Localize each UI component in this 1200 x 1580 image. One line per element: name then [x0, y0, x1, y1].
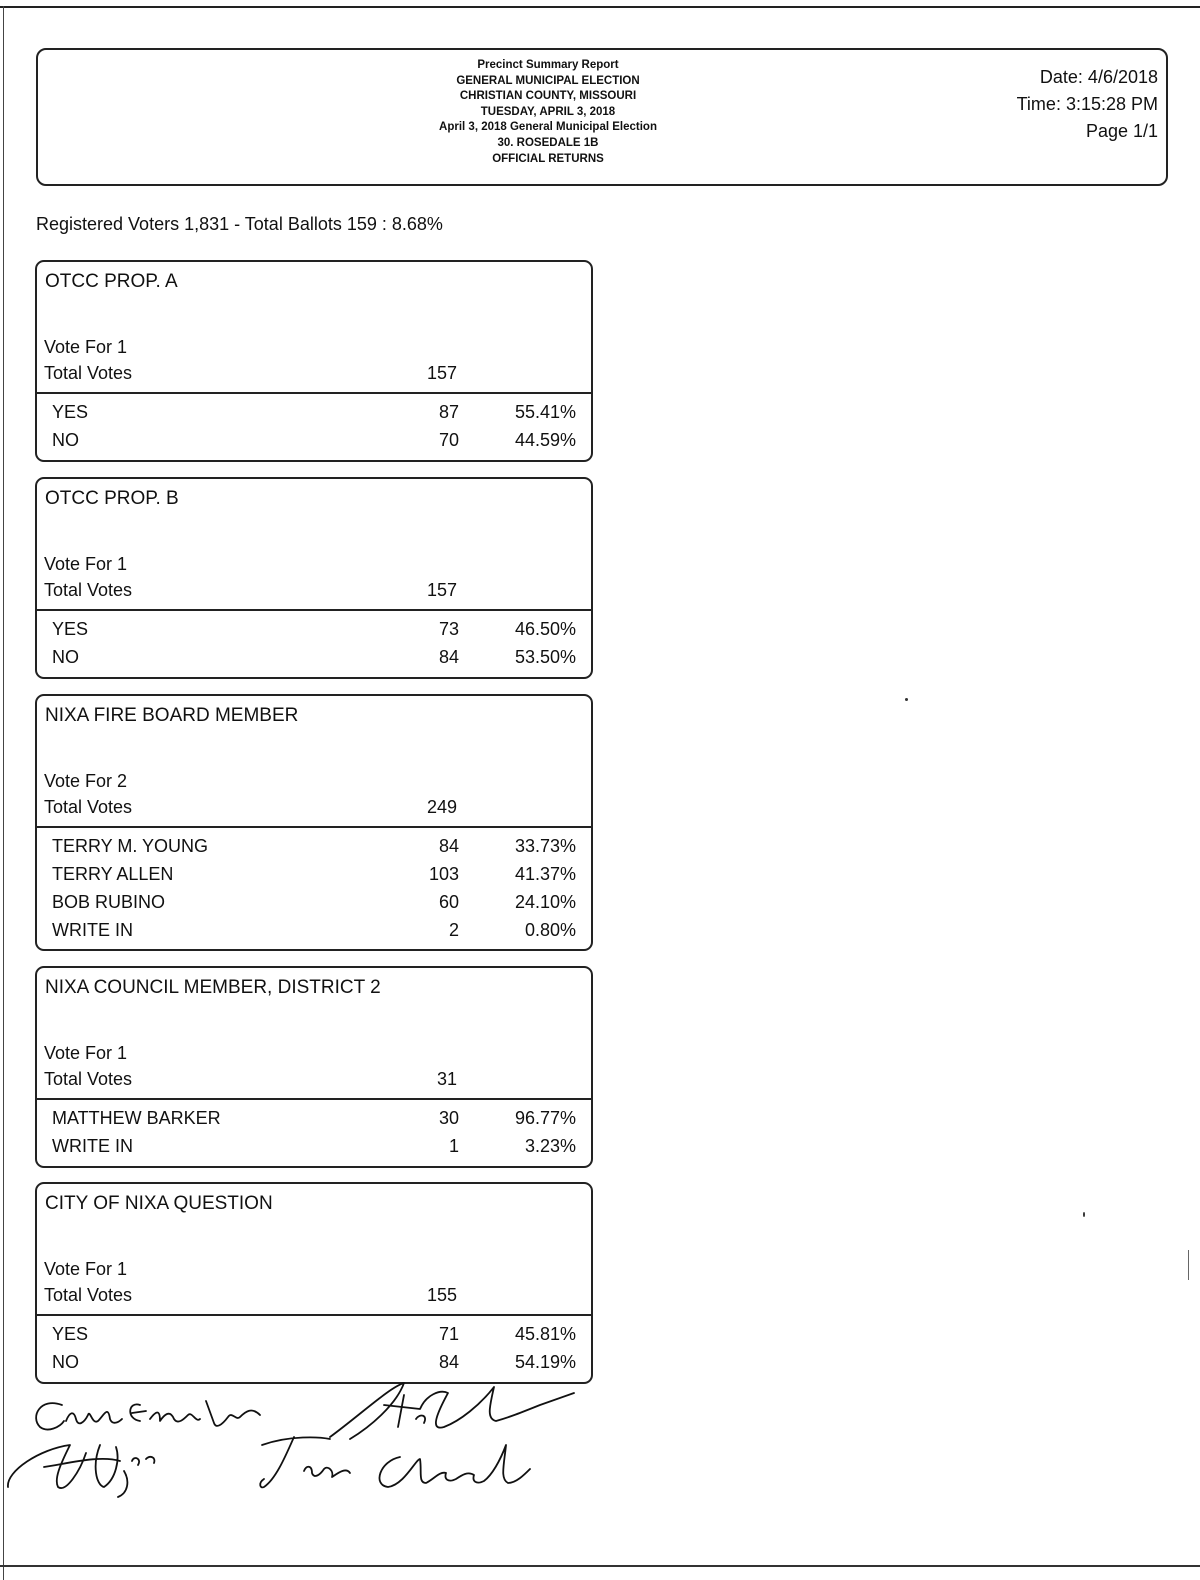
contest-title: NIXA COUNCIL MEMBER, DISTRICT 2	[45, 977, 381, 998]
choice-row	[37, 892, 591, 920]
choice-row	[37, 647, 591, 675]
total-votes-label: Total Votes	[44, 1285, 133, 1305]
contest-otcc-prop-a	[35, 260, 593, 462]
page-number: Page 1/1	[1085, 121, 1158, 141]
choice-percent: 46.50%	[514, 619, 576, 639]
turnout-summary: Registered Voters 1,831 - Total Ballots 159 : 8.68%	[36, 214, 443, 234]
contest-nixa-council-district-2	[35, 966, 593, 1168]
election-date: TUESDAY, APRIL 3, 2018	[480, 105, 616, 118]
choice-row	[37, 1136, 591, 1164]
choice-percent: 24.10%	[514, 892, 576, 912]
choice-row	[37, 836, 591, 864]
page-bottom-edge	[0, 1565, 1200, 1567]
total-votes-value: 157	[426, 363, 457, 383]
divider	[37, 1314, 591, 1316]
choice-row	[37, 402, 591, 430]
choice-percent: 41.37%	[514, 864, 576, 884]
choice-name: YES	[52, 619, 89, 639]
county-name: CHRISTIAN COUNTY, MISSOURI	[459, 90, 637, 103]
choice-name: YES	[52, 1324, 89, 1344]
choice-name: WRITE IN	[52, 1136, 133, 1156]
total-votes-label: Total Votes	[44, 363, 133, 383]
total-votes-value: 155	[426, 1285, 457, 1305]
choice-name: MATTHEW BARKER	[52, 1108, 221, 1128]
choice-votes: 103	[428, 864, 459, 884]
report-date: Date: 4/6/2018	[1039, 67, 1158, 87]
choice-row	[37, 1108, 591, 1136]
choice-row	[37, 1324, 591, 1352]
divider	[37, 609, 591, 611]
choice-percent: 45.81%	[514, 1324, 576, 1344]
vote-for: Vote For 1	[44, 337, 128, 357]
choice-votes: 87	[438, 402, 459, 422]
election-name: GENERAL MUNICIPAL ELECTION	[456, 74, 640, 87]
total-votes-label: Total Votes	[44, 797, 133, 817]
choice-row	[37, 430, 591, 458]
choice-votes: 70	[438, 430, 459, 450]
contest-city-of-nixa-question	[35, 1182, 593, 1384]
precinct-name: 30. ROSEDALE 1B	[497, 136, 599, 149]
official-signatures	[0, 1375, 600, 1505]
choice-votes: 60	[438, 892, 459, 912]
total-votes-value: 157	[426, 580, 457, 600]
choice-name: BOB RUBINO	[52, 892, 166, 912]
choice-name: YES	[52, 402, 89, 422]
choice-votes: 84	[438, 1352, 459, 1372]
page-top-edge	[0, 6, 1200, 8]
choice-votes: 30	[438, 1108, 459, 1128]
contest-title: NIXA FIRE BOARD MEMBER	[45, 705, 299, 726]
vote-for: Vote For 1	[44, 1259, 128, 1279]
contest-title: OTCC PROP. A	[45, 271, 178, 292]
election-full-name: April 3, 2018 General Municipal Election	[439, 121, 657, 134]
choice-percent: 0.80%	[524, 920, 576, 940]
total-votes-label: Total Votes	[44, 1069, 133, 1089]
returns-status: OFFICIAL RETURNS	[492, 152, 604, 165]
choice-row	[37, 920, 591, 948]
choice-name: WRITE IN	[52, 920, 133, 940]
total-votes-value: 249	[426, 797, 457, 817]
choice-votes: 84	[438, 647, 459, 667]
vote-for: Vote For 1	[44, 554, 128, 574]
choice-name: NO	[52, 647, 79, 667]
contest-otcc-prop-b	[35, 477, 593, 679]
choice-percent: 44.59%	[514, 430, 576, 450]
choice-percent: 33.73%	[514, 836, 576, 856]
choice-percent: 96.77%	[514, 1108, 576, 1128]
choice-votes: 2	[448, 920, 459, 940]
report-header	[36, 48, 1168, 186]
choice-percent: 53.50%	[514, 647, 576, 667]
report-time: Time: 3:15:28 PM	[1016, 94, 1158, 114]
page-left-edge	[3, 6, 4, 1580]
choice-percent: 54.19%	[514, 1352, 576, 1372]
choice-name: NO	[52, 430, 79, 450]
contest-title: OTCC PROP. B	[45, 488, 179, 509]
page-right-mark	[1188, 1250, 1189, 1280]
contest-nixa-fire-board	[35, 694, 593, 951]
choice-votes: 73	[438, 619, 459, 639]
choice-name: TERRY M. YOUNG	[52, 836, 209, 856]
vote-for: Vote For 1	[44, 1043, 128, 1063]
report-title-block	[338, 58, 758, 167]
scan-speck	[1083, 1212, 1085, 1217]
choice-row	[37, 619, 591, 647]
report-meta	[1017, 64, 1158, 145]
divider	[37, 392, 591, 394]
choice-row	[37, 864, 591, 892]
choice-votes: 84	[438, 836, 459, 856]
choice-name: NO	[52, 1352, 79, 1372]
scan-speck	[905, 698, 908, 701]
choice-votes: 71	[438, 1324, 459, 1344]
choice-percent: 55.41%	[514, 402, 576, 422]
choice-percent: 3.23%	[524, 1136, 576, 1156]
total-votes-value: 31	[436, 1069, 457, 1089]
vote-for: Vote For 2	[44, 771, 128, 791]
divider	[37, 826, 591, 828]
total-votes-label: Total Votes	[44, 580, 133, 600]
contest-title: CITY OF NIXA QUESTION	[45, 1193, 273, 1214]
divider	[37, 1098, 591, 1100]
report-title: Precinct Summary Report	[477, 59, 619, 71]
choice-name: TERRY ALLEN	[52, 864, 174, 884]
choice-votes: 1	[448, 1136, 459, 1156]
